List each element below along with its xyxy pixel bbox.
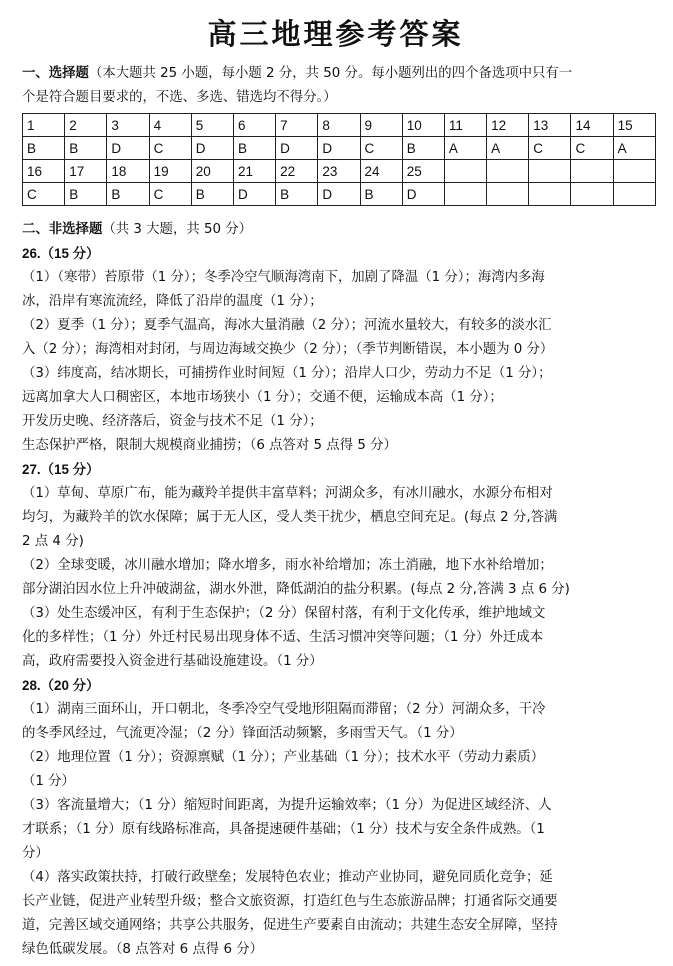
answer-cell [613,183,655,206]
section2-heading: 二、非选择题 [22,222,103,237]
answer-cell: C [360,137,402,160]
answer-cell: A [613,137,655,160]
answer-cell: C [571,137,613,160]
q28-answer-line: （1）湖南三面环山，开口朝北，冬季冷空气受地形阻隔而滞留；（2 分）河湖众多，干冷 [22,702,546,717]
answer-cell: D [276,137,318,160]
q27-answer-line: 均匀，为藏羚羊的饮水保障；属于无人区，受人类干扰少，栖息空间充足。(每点 2 分,答满 [22,510,558,525]
answer-cell: C [149,183,191,206]
question-number-cell: 10 [402,114,444,137]
q26-answer-line: 入（2 分）；海湾相对封闭，与周边海域交换少（2 分）；（季节判断错误，本小题为 0 分） [22,342,554,357]
q28-answer-line: 的冬季风经过，气流更冷湿；（2 分）锋面活动频繁，多雨雪天气。（1 分） [22,726,463,741]
question-number-cell: 25 [402,160,444,183]
question-number-cell: 15 [613,114,655,137]
question-number-cell: 19 [149,160,191,183]
question-number-cell: 23 [318,160,360,183]
answer-table [22,113,656,206]
q28-answer-line: 才联系；（1 分）原有线路标准高，具备提速硬件基础；（1 分）技术与安全条件成熟。（1 [22,822,545,837]
question-number-cell: 6 [233,114,275,137]
q27-header: 27.（15 分） [22,462,100,477]
table-row-numbers-1 [23,114,656,137]
question-number-cell [613,160,655,183]
question-number-cell: 5 [191,114,233,137]
answer-cell: B [276,183,318,206]
q27-answer-line: 高，政府需要投入资金进行基础设施建设。（1 分） [22,654,323,669]
question-number-cell: 7 [276,114,318,137]
page-title: 高三地理参考答案 [207,17,464,51]
question-number-cell: 1 [23,114,65,137]
section1-heading: 一、选择题 [22,66,89,81]
table-row-answers-2 [23,183,656,206]
q28-body [22,698,649,962]
question-number-cell [487,160,529,183]
question-number-cell [571,160,613,183]
table-row-numbers-2 [23,160,656,183]
section2-note: （共 3 大题，共 50 分） [102,222,253,237]
question-number-cell: 18 [107,160,149,183]
answer-cell: D [318,137,360,160]
q28-answer-line: （3）客流量增大；（1 分）缩短时间距离，为提升运输效率；（1 分）为促进区域经济、人 [22,798,552,813]
q27-answer-line: 化的多样性；（1 分）外迁村民易出现身体不适、生活习惯冲突等问题；（1 分）外迁成本 [22,630,543,645]
q28-answer-line: 道，完善区域交通网络；共享公共服务，促进生产要素自由流动；共建生态安全屏障，坚持 [22,918,558,933]
table-row-answers-1 [23,137,656,160]
question-number-cell: 21 [233,160,275,183]
answer-cell [487,183,529,206]
answer-cell: D [107,137,149,160]
q26-body [22,266,649,458]
answer-cell: B [107,183,149,206]
section2-header [22,218,649,242]
q26-answer-line: 冰，沿岸有寒流流经，降低了沿岸的温度（1 分）； [22,294,323,309]
q26-answer-line: （1）（寒带）苔原带（1 分）；冬季冷空气顺海湾南下，加剧了降温（1 分）；海湾内多海 [22,270,545,285]
answer-cell: D [318,183,360,206]
q28-answer-line: 长产业链，促进产业转型升级；整合文旅资源，打造红色与生态旅游品牌；打通省际交通要 [22,894,558,909]
section1-intro [22,62,649,86]
answer-cell: C [529,137,571,160]
q26-answer-line: 远离加拿大人口稠密区，本地市场狭小（1 分）；交通不便，运输成本高（1 分）； [22,390,503,405]
answer-cell: B [65,183,107,206]
answer-cell: C [149,137,191,160]
question-number-cell: 8 [318,114,360,137]
q28-answer-line: （1 分） [22,774,75,789]
q26-answer-line: 生态保护严格，限制大规模商业捕捞；（6 点答对 5 点得 5 分） [22,438,397,453]
q27-answer-line: 部分湖泊因水位上升冲破湖盆，湖水外泄，降低湖泊的盐分积累。(每点 2 分,答满 3 点 6 分) [22,582,570,597]
answer-cell: B [402,137,444,160]
question-number-cell: 4 [149,114,191,137]
question-number-cell: 3 [107,114,149,137]
question-number-cell: 17 [65,160,107,183]
q27-answer-line: 2 点 4 分) [22,534,84,549]
q26-answer-line: （2）夏季（1 分）；夏季气温高，海冰大量消融（2 分）；河流水量较大，有较多的淡水汇 [22,318,552,333]
q28-answer-line: 分） [22,846,49,861]
section1-instructions-line2: 个是符合题目要求的，不选、多选、错选均不得分。） [22,90,337,105]
q28-answer-line: （2）地理位置（1 分）；资源禀赋（1 分）；产业基础（1 分）；技术水平（劳动力素质） [22,750,545,765]
q27-answer-line: （3）处生态缓冲区，有利于生态保护；（2 分）保留村落，有利于文化传承，维护地域文 [22,606,546,621]
answer-cell: A [487,137,529,160]
question-number-cell: 11 [444,114,486,137]
question-number-cell: 13 [529,114,571,137]
question-number-cell: 22 [276,160,318,183]
answer-cell [571,183,613,206]
answer-cell: A [444,137,486,160]
q27-answer-line: （1）草甸、草原广布，能为藏羚羊提供丰富草料；河湖众多，有冰川融水，水源分布相对 [22,486,553,501]
question-number-cell: 9 [360,114,402,137]
answer-cell: B [360,183,402,206]
q28-header: 28.（20 分） [22,678,100,693]
question-number-cell: 24 [360,160,402,183]
section1-instructions-line1: （本大题共 25 小题，每小题 2 分，共 50 分。每小题列出的四个备选项中只有一 [88,66,573,81]
answer-cell: B [65,137,107,160]
q27-answer-line: （2）全球变暖，冰川融水增加；降水增多，雨水补给增加；冻土消融，地下水补给增加； [22,558,553,573]
q26-answer-line: （3）纬度高，结冰期长，可捕捞作业时间短（1 分）；沿岸人口少，劳动力不足（1 分）； [22,366,552,381]
answer-cell: B [233,137,275,160]
answer-cell [529,183,571,206]
question-number-cell: 12 [487,114,529,137]
question-number-cell: 2 [65,114,107,137]
q27-body [22,482,649,674]
answer-cell: B [191,183,233,206]
answer-cell: B [23,137,65,160]
q28-answer-line: 绿色低碳发展。（8 点答对 6 点得 6 分） [22,942,263,957]
answer-cell: D [233,183,275,206]
answer-cell: C [23,183,65,206]
answer-cell: D [402,183,444,206]
q26-header: 26.（15 分） [22,246,100,261]
question-number-cell: 14 [571,114,613,137]
question-number-cell [529,160,571,183]
answer-cell: D [191,137,233,160]
question-number-cell: 20 [191,160,233,183]
q26-answer-line: 开发历史晚、经济落后，资金与技术不足（1 分）； [22,414,323,429]
answer-cell [444,183,486,206]
question-number-cell [444,160,486,183]
question-number-cell: 16 [23,160,65,183]
q28-answer-line: （4）落实政策扶持，打破行政壁垒；发展特色农业；推动产业协同，避免同质化竞争；延 [22,870,553,885]
